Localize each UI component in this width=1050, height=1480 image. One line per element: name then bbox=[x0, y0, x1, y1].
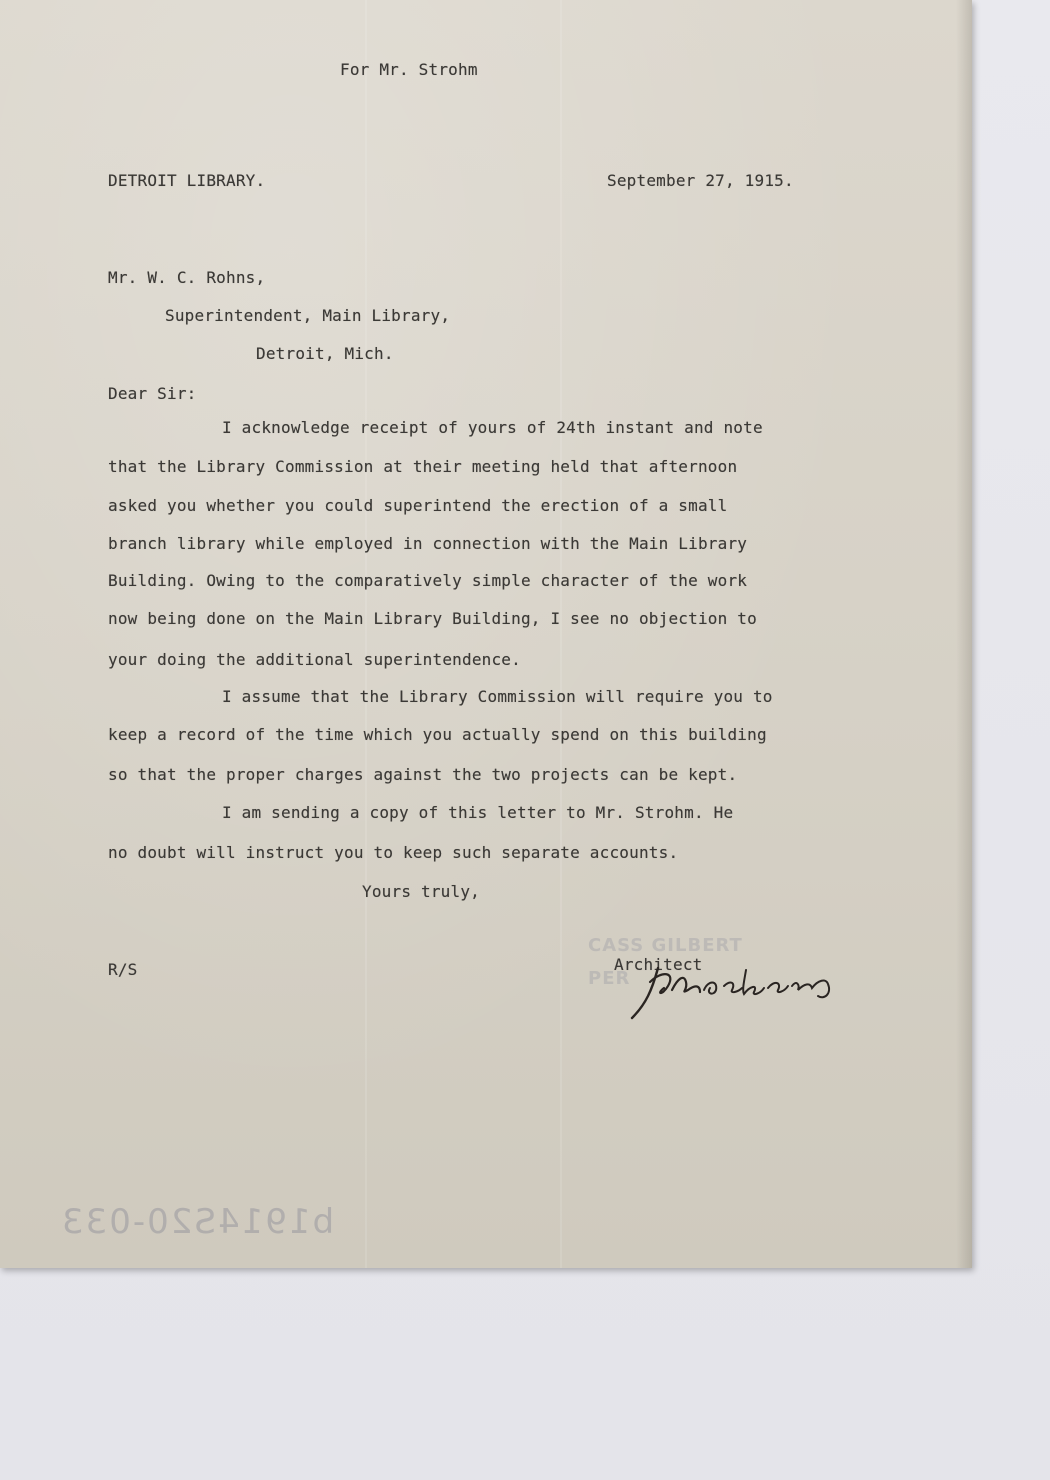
closing: Yours truly, bbox=[362, 882, 480, 901]
signature-title: Architect bbox=[614, 955, 703, 974]
body-line: your doing the additional superintendence. bbox=[108, 650, 521, 669]
body-line: I acknowledge receipt of yours of 24th instant and note bbox=[222, 418, 763, 437]
body-line: branch library while employed in connection with the Main Library bbox=[108, 534, 748, 553]
body-line: now being done on the Main Library Building, I see no objection to bbox=[108, 609, 757, 628]
body-line: keep a record of the time which you actually spend on this building bbox=[108, 725, 767, 744]
salutation: Dear Sir: bbox=[108, 384, 197, 403]
body-line: Building. Owing to the comparatively simple character of the work bbox=[108, 571, 748, 590]
project-heading: DETROIT LIBRARY. bbox=[108, 171, 266, 190]
body-line: I am sending a copy of this letter to Mr. Strohm. He bbox=[222, 803, 734, 822]
body-line: asked you whether you could superintend the erection of a small bbox=[108, 496, 728, 515]
body-line: I assume that the Library Commission will require you to bbox=[222, 687, 773, 706]
memo-to: For Mr. Strohm bbox=[340, 60, 478, 79]
body-line: that the Library Commission at their meeting held that afternoon bbox=[108, 457, 738, 476]
recipient-city: Detroit, Mich. bbox=[256, 344, 394, 363]
recipient-name: Mr. W. C. Rohns, bbox=[108, 268, 266, 287]
stamp-line: CASS GILBERT bbox=[588, 935, 743, 956]
letter-date: September 27, 1915. bbox=[607, 171, 794, 190]
paper-crease bbox=[560, 0, 562, 1268]
body-line: no doubt will instruct you to keep such separate accounts. bbox=[108, 843, 679, 862]
archive-number: b1914S20-033 bbox=[60, 1202, 335, 1242]
signature bbox=[628, 960, 858, 1024]
typist-initials: R/S bbox=[108, 960, 138, 979]
recipient-title: Superintendent, Main Library, bbox=[165, 306, 451, 325]
body-line: so that the proper charges against the two projects can be kept. bbox=[108, 765, 738, 784]
paper-crease bbox=[365, 0, 367, 1268]
stamp-line: PER bbox=[588, 968, 631, 989]
